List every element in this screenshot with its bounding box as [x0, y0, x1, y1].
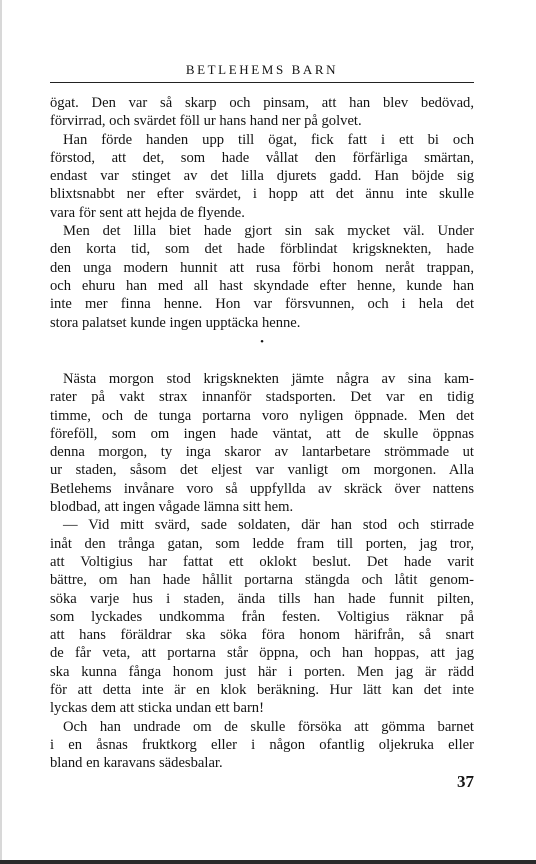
- text-line: som lyckades undkomma från festen. Voltigius räknar på: [50, 608, 474, 625]
- text-line: vara för sent att hejda de flyende.: [50, 204, 245, 221]
- text-line: ögat. Den var så skarp och pinsam, att han blev bedövad,: [50, 95, 474, 111]
- page-bottom-edge: [0, 860, 536, 864]
- text-line: bland en karavans sädesbalar.: [50, 755, 223, 772]
- text-line: rater på vakt strax innanför stadsporten. Det var en tidig: [50, 389, 474, 406]
- text-line: för att detta inte är en klok beräkning. Hur lätt kan det inte: [50, 682, 474, 699]
- text-line: Men det lilla biet hade gjort sin sak mycket väl. Under: [63, 223, 474, 240]
- header-rule: [50, 82, 474, 83]
- text-line: Och han undrade om de skulle försöka att gömma barnet: [63, 718, 474, 735]
- section-separator: •: [260, 336, 264, 348]
- page-number: 37: [457, 772, 474, 791]
- text-line: föreföll, som om ingen hade väntat, att de skulle öppnas: [50, 425, 474, 442]
- paragraph-block-2: [50, 370, 474, 773]
- text-line: lyckas dem att sticka undan ett barn!: [50, 700, 264, 717]
- page-edge: [0, 0, 2, 864]
- text-line: blodbad, att ingen vågade lämna sitt hem.: [50, 499, 294, 516]
- text-line: Betlehems invånare voro så uppfyllda av skräck över nattens: [50, 480, 474, 497]
- text-line: den unga modern hunnit att rusa förbi honom neråt trappan,: [50, 259, 474, 276]
- text-line: Nästa morgon stod krigsknekten jämte några av sina kam-: [63, 371, 474, 387]
- text-line: inåt den trånga gatan, som ledde fram till porten, jag tror,: [50, 535, 474, 552]
- text-line: förstod, att det, som hade vållat den förfärliga smärtan,: [50, 149, 474, 166]
- text-line: och ehuru han med all hast skyndade efter henne, kunde han: [50, 277, 474, 294]
- text-line: bättre, om han hade hållit portarna stängda och låtit genom-: [50, 572, 474, 589]
- text-line: endast var stinget av det lilla djurets gadd. Han böjde sig: [50, 168, 474, 185]
- text-line: denna morgon, ty inga skaror av lantarbetare strömmade ut: [50, 444, 474, 461]
- text-line: söka varje hus i staden, ända tills han hade funnit pilten,: [50, 590, 474, 607]
- text-line: de får veta, att portarna står öppna, och han hoppas, att jag: [50, 645, 474, 662]
- text-line: Han förde handen upp till ögat, fick fatt i ett bi och: [63, 131, 474, 148]
- paragraph-block-1: [50, 94, 474, 332]
- text-line: timme, och de tunga portarna voro nyligen öppnade. Men det: [50, 407, 474, 424]
- text-line: ska kunna fånga honom just här i porten. Men jag är rädd: [50, 663, 474, 680]
- text-line: blixtsnabbt ner efter svärdet, i hopp att det ännu inte skulle: [50, 186, 474, 203]
- text-line: att hans föräldrar ska söka föra honom härifrån, så snart: [50, 627, 474, 644]
- running-head: BETLEHEMS BARN: [185, 62, 339, 77]
- text-line: den korta tid, som det hade förblindat krigsknekten, hade: [50, 241, 474, 258]
- text-line: i en åsnas fruktkorg eller i någon ofantlig oljekruka eller: [50, 736, 474, 753]
- text-line: inte mer finna henne. Hon var försvunnen, och i hela det: [50, 296, 474, 313]
- text-line: stora palatset kunde ingen upptäcka henne.: [50, 314, 301, 331]
- text-line: att Voltigius har fattat ett oklokt beslut. Det hade varit: [50, 553, 474, 570]
- text-line: ur staden, såsom det eljest var vanligt om morgonen. Alla: [50, 462, 474, 479]
- text-line: förvirrad, och svärdet föll ur hans hand ner på golvet.: [50, 113, 362, 130]
- text-line: — Vid mitt svärd, sade soldaten, där han stod och stirrade: [63, 517, 474, 534]
